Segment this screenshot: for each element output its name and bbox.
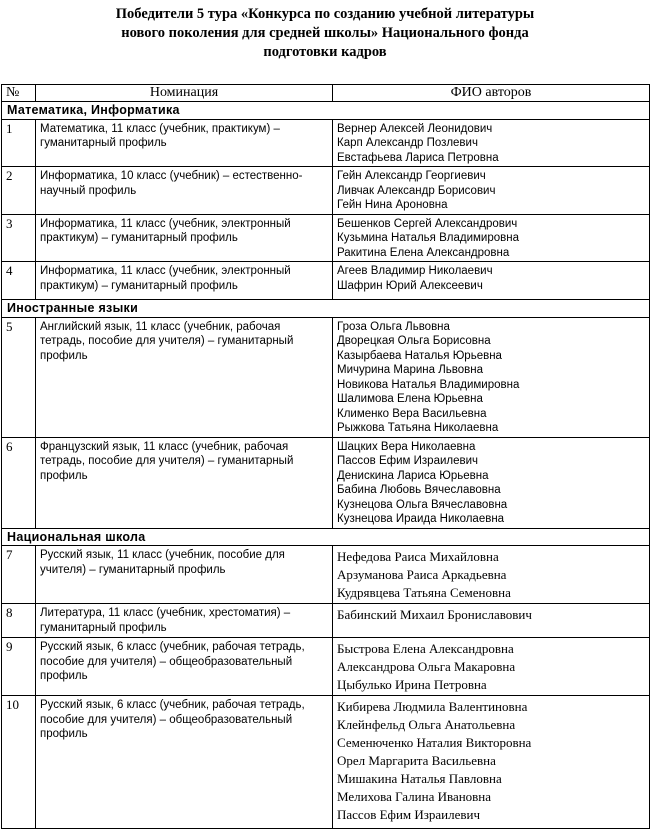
author-name: Рыжкова Татьяна Николаевна: [337, 422, 499, 434]
authors-cell: [333, 437, 650, 528]
nomination-cell: Математика, 11 класс (учебник, практикум) – гуманитарный профиль: [36, 119, 333, 167]
table-row: [2, 167, 650, 215]
authors-cell: [333, 696, 650, 829]
author-name: Нефедова Раиса Михайловна: [337, 549, 499, 564]
author-name: Гейн Александр Георгиевич: [337, 170, 486, 182]
section-title: Математика, Информатика: [2, 102, 650, 120]
page-title: [0, 5, 650, 62]
nomination-cell: Литература, 11 класс (учебник, хрестоматия) – гуманитарный профиль: [36, 604, 333, 638]
author-name: Евстафьева Лариса Петровна: [337, 151, 499, 164]
author-name: Пассов Ефим Израилевич: [337, 455, 479, 467]
header-num: №: [2, 85, 36, 102]
author-name: Семенюченко Наталия Викторовна: [337, 735, 532, 750]
author-name: Ливчак Александр Борисович: [337, 184, 496, 197]
row-number: 4: [2, 262, 36, 300]
author-name: Александрова Ольга Макаровна: [337, 659, 516, 674]
row-number: 5: [2, 317, 36, 437]
row-number: 7: [2, 546, 36, 604]
author-name: Карп Александр Позлевич: [337, 137, 478, 149]
author-name: Клименко Вера Васильевна: [337, 407, 487, 420]
table-row: [2, 696, 650, 829]
section-title: Национальная школа: [2, 528, 650, 546]
table-row: [2, 119, 650, 167]
author-name: Бабина Любовь Вячеславовна: [337, 484, 501, 496]
authors-cell: [333, 119, 650, 167]
author-name: Вернер Алексей Леонидович: [337, 122, 493, 135]
row-number: 2: [2, 167, 36, 215]
authors-cell: [333, 546, 650, 604]
author-name: Мелихова Галина Ивановна: [337, 789, 492, 804]
table-row: [2, 604, 650, 638]
author-name: Клейнфельд Ольга Анатольевна: [337, 717, 516, 732]
author-name: Мишакина Наталья Павловна: [337, 771, 502, 786]
table-row: [2, 317, 650, 437]
author-name: Шафрин Юрий Алексеевич: [337, 279, 483, 292]
row-number: 6: [2, 437, 36, 528]
author-name: Арзуманова Раиса Аркадьевна: [337, 567, 507, 582]
row-number: 8: [2, 604, 36, 638]
nomination-cell: Русский язык, 6 класс (учебник, рабочая тетрадь, пособие для учителя) – общеобразовательный профиль: [36, 696, 333, 829]
authors-cell: [333, 638, 650, 696]
author-name: Шацких Вера Николаевна: [337, 440, 476, 453]
author-name: Быстрова Елена Александровна: [337, 641, 514, 656]
row-number: 10: [2, 696, 36, 829]
nomination-cell: Русский язык, 11 класс (учебник, пособие для учителя) – гуманитарный профиль: [36, 546, 333, 604]
author-name: Кибирева Людмила Валентиновна: [337, 699, 528, 714]
header-nomination: Номинация: [36, 85, 333, 102]
authors-cell: [333, 167, 650, 215]
nomination-cell: Информатика, 10 класс (учебник) – естественно-научный профиль: [36, 167, 333, 215]
author-name: Шалимова Елена Юрьевна: [337, 393, 483, 405]
author-name: Орел Маргарита Васильевна: [337, 753, 496, 768]
author-name: Кузнецова Ольга Вячеславовна: [337, 498, 508, 511]
section-title: Иностранные языки: [2, 300, 650, 318]
table-body: [2, 102, 650, 829]
title-line-2: нового поколения для средней школы» Национального фонда: [121, 25, 529, 41]
author-name: Дворецкая Ольга Борисовна: [337, 335, 491, 347]
author-name: Казырбаева Наталья Юрьевна: [337, 349, 502, 362]
section-row: [2, 528, 650, 546]
table-row: [2, 638, 650, 696]
title-line-1: Победители 5 тура «Конкурса по созданию учебной литературы: [115, 6, 535, 22]
nomination-cell: Английский язык, 11 класс (учебник, рабочая тетрадь, пособие для учителя) – гуманитарный профиль: [36, 317, 333, 437]
table-row: [2, 262, 650, 300]
table-row: [2, 214, 650, 262]
author-name: Бешенков Сергей Александрович: [337, 217, 518, 230]
author-name: Пассов Ефим Израилевич: [337, 807, 481, 822]
author-name: Бабинский Михаил Брониславович: [337, 607, 532, 622]
winners-table: [1, 84, 650, 829]
author-name: Гейн Нина Ароновна: [337, 199, 448, 211]
header-row: [2, 85, 650, 102]
author-name: Агеев Владимир Николаевич: [337, 265, 493, 277]
header-authors: ФИО авторов: [333, 85, 650, 102]
section-row: [2, 300, 650, 318]
authors-cell: [333, 317, 650, 437]
author-name: Денискина Лариса Юрьевна: [337, 469, 489, 482]
author-name: Гроза Ольга Львовна: [337, 320, 450, 333]
author-name: Кудрявцева Татьяна Семеновна: [337, 585, 511, 600]
row-number: 3: [2, 214, 36, 262]
author-name: Кузьмина Наталья Владимировна: [337, 232, 519, 244]
author-name: Новикова Наталья Владимировна: [337, 378, 520, 391]
nomination-cell: Информатика, 11 класс (учебник, электронный практикум) – гуманитарный профиль: [36, 262, 333, 300]
authors-cell: [333, 214, 650, 262]
row-number: 1: [2, 119, 36, 167]
authors-cell: [333, 262, 650, 300]
table-row: [2, 437, 650, 528]
author-name: Мичурина Марина Львовна: [337, 364, 484, 376]
authors-cell: [333, 604, 650, 638]
section-row: [2, 102, 650, 120]
author-name: Цыбулько Ирина Петровна: [337, 677, 487, 692]
row-number: 9: [2, 638, 36, 696]
nomination-cell: Французский язык, 11 класс (учебник, рабочая тетрадь, пособие для учителя) – гуманитарный профиль: [36, 437, 333, 528]
title-line-3: подготовки кадров: [263, 44, 387, 60]
table-row: [2, 546, 650, 604]
author-name: Кузнецова Ираида Николаевна: [337, 513, 505, 525]
nomination-cell: Русский язык, 6 класс (учебник, рабочая тетрадь, пособие для учителя) – общеобразовательный профиль: [36, 638, 333, 696]
author-name: Ракитина Елена Александровна: [337, 246, 510, 259]
nomination-cell: Информатика, 11 класс (учебник, электронный практикум) – гуманитарный профиль: [36, 214, 333, 262]
